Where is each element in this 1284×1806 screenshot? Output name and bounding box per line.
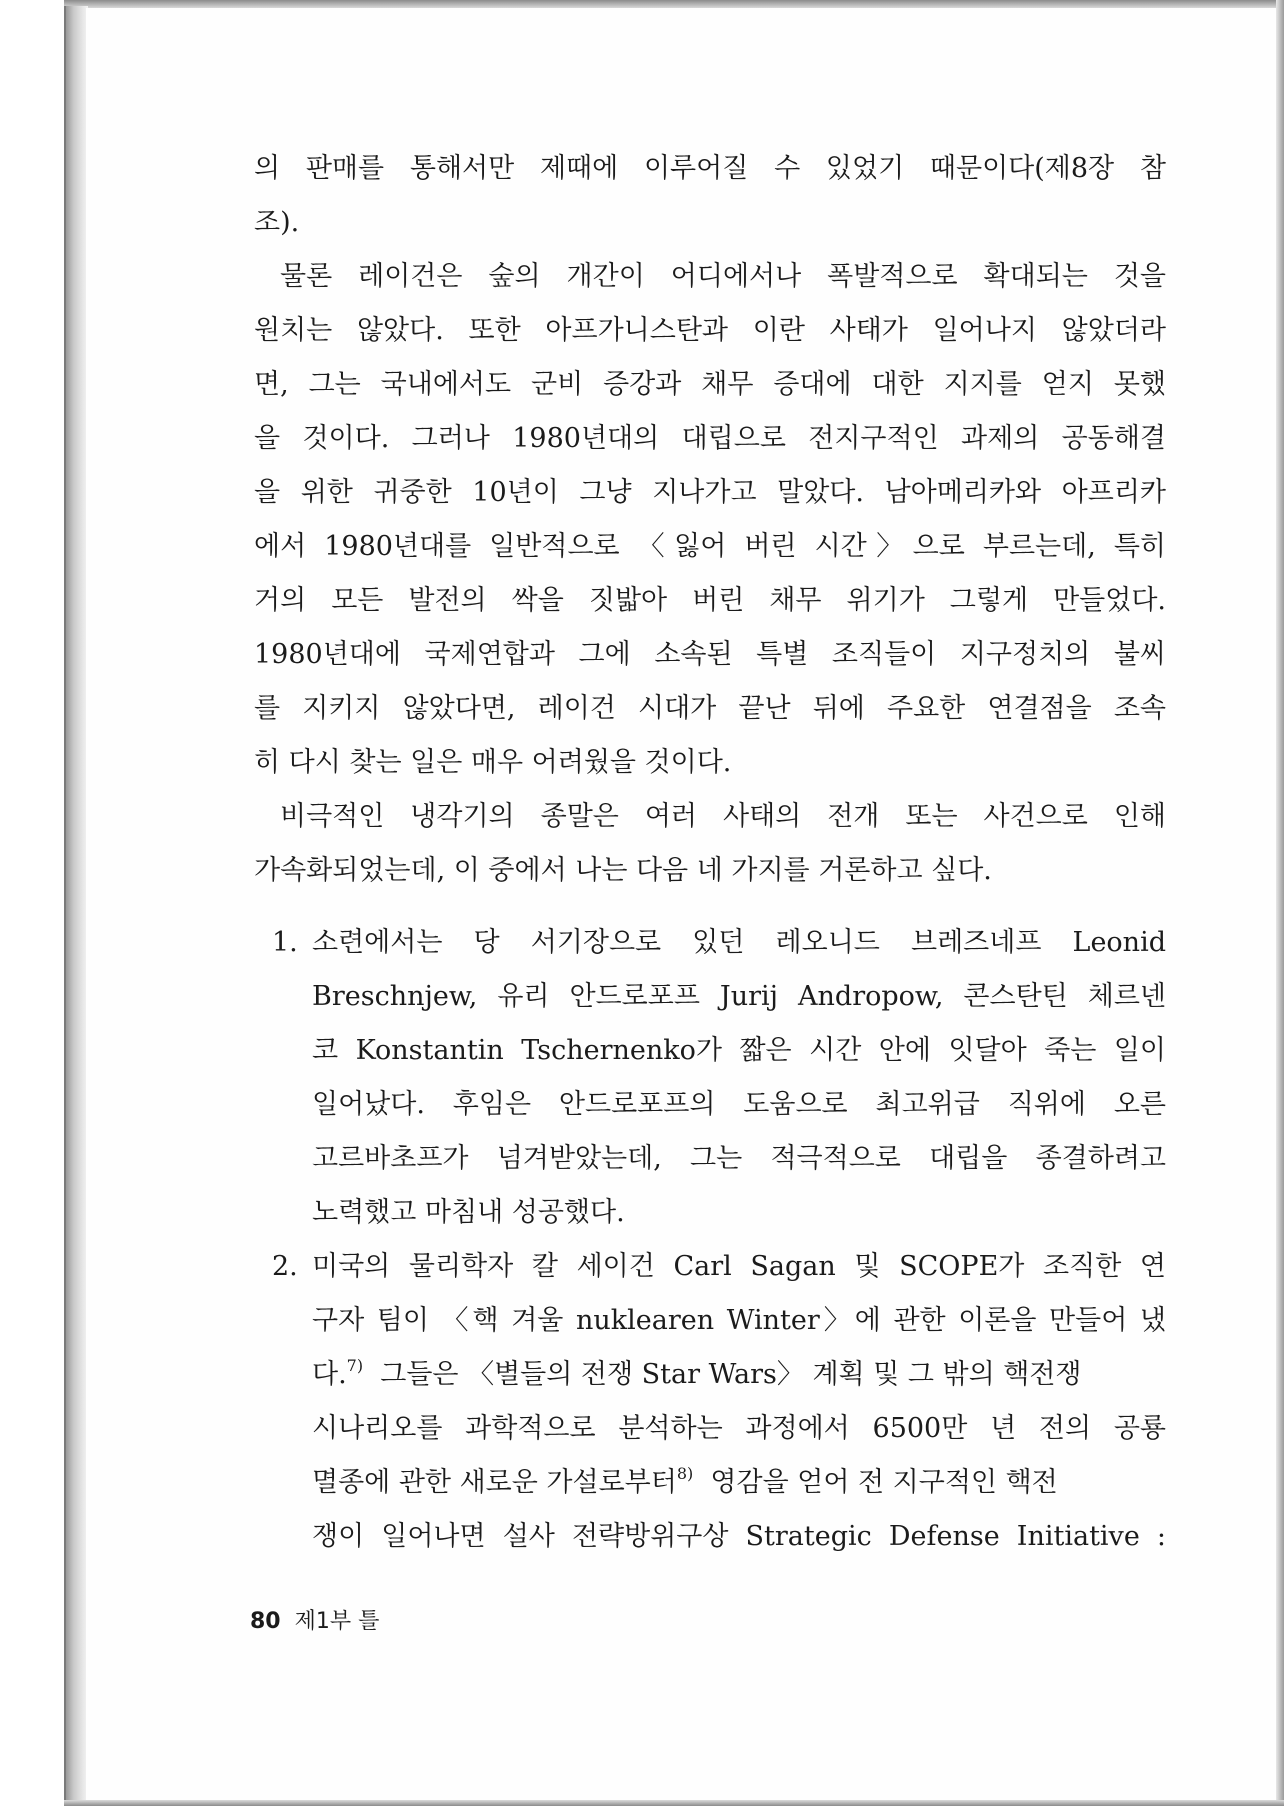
paragraph-cold-war-end [254,790,1166,898]
text-line: 고르바초프가 넘겨받았는데, 그는 적극적으로 대립을 종결하려고 [312,1143,1166,1174]
text-line: 물론 레이건은 숲의 개간이 어디에서나 폭발적으로 확대되는 것을 [280,261,1166,292]
text-line: 일어났다. 후임은 안드로포프의 도움으로 최고위급 직위에 오른 [312,1089,1166,1120]
text-segment: 영감을 얻어 전 지구적인 핵전 [710,1467,1058,1498]
text-line: Breschnjew, 유리 안드로포프 Jurij Andropow, 콘스탄틴 체르넨 [312,981,1166,1012]
text-line [312,1348,1166,1402]
text-line: 의 판매를 통해서만 제때에 이루어질 수 있었기 때문이다(제8장 참 [254,153,1166,184]
text-line: 구자 팀이 〈핵 겨울 nuklearen Winter〉에 관한 이론을 만들어 냈 [312,1305,1166,1336]
text-segment: 멸종에 관한 새로운 가설로부터 [312,1467,677,1498]
paragraph-reagan [254,250,1166,790]
text-line: 거의 모든 발전의 싹을 짓밟아 버린 채무 위기가 그렇게 만들었다. [254,585,1166,616]
text-line: 면, 그는 국내에서도 군비 증강과 채무 증대에 대한 지지를 얻지 못했 [254,369,1166,400]
text-segment: 다. [312,1359,347,1390]
text-segment: 그들은 〈별들의 전쟁 Star Wars〉 계획 및 그 밖의 핵전쟁 [380,1359,1082,1390]
text-line: 조). [254,207,300,238]
page-footer [250,1604,379,1635]
text-line: 코 Konstantin Tschernenko가 짧은 시간 안에 잇달아 죽는 일이 [312,1035,1166,1066]
text-line: 을 것이다. 그러나 1980년대의 대립으로 전지구적인 과제의 공동해결 [254,423,1166,454]
text-line: 를 지키지 않았다면, 레이건 시대가 끝난 뒤에 주요한 연결점을 조속 [254,693,1166,724]
text-line: 미국의 물리학자 칼 세이건 Carl Sagan 및 SCOPE가 조직한 연 [312,1251,1166,1282]
text-line: 가속화되었는데, 이 중에서 나는 다음 네 가지를 거론하고 싶다. [254,855,992,886]
page-edge-top [64,0,1284,8]
list-item-number: 1. [272,927,298,958]
page-number: 80 [250,1609,281,1634]
page-edge-right [1276,0,1284,1806]
text-line [312,1456,1166,1510]
body-text [254,142,1166,898]
text-line: 을 위한 귀중한 10년이 그냥 지나가고 말았다. 남아메리카와 아프리카 [254,477,1166,508]
text-line: 시나리오를 과학적으로 분석하는 과정에서 6500만 년 전의 공룡 [312,1413,1166,1444]
text-line: 노력했고 마침내 성공했다. [312,1197,625,1228]
paragraph-continuation [254,142,1166,250]
text-line: 에서 1980년대를 일반적으로 〈잃어 버린 시간〉으로 부르는데, 특히 [254,531,1166,562]
list-item [272,1240,1166,1564]
running-section-title: 제1부 틀 [294,1609,380,1634]
page-edge-bottom [64,1800,1284,1806]
text-line: 원치는 않았다. 또한 아프가니스탄과 이란 사태가 일어나지 않았더라 [254,315,1166,346]
text-line: 쟁이 일어나면 설사 전략방위구상 Strategic Defense Initiative : [312,1521,1166,1552]
list-item-number: 2. [272,1251,298,1282]
footnote-marker: 7) [346,1356,364,1375]
footnote-marker: 8) [676,1464,694,1483]
text-line: 1980년대에 국제연합과 그에 소속된 특별 조직들이 지구정치의 불씨 [254,639,1166,670]
list-item [272,916,1166,1240]
numbered-list [272,916,1166,1564]
page-edge-left [64,6,88,1802]
text-line: 비극적인 냉각기의 종말은 여러 사태의 전개 또는 사건으로 인해 [280,801,1166,832]
text-line: 소련에서는 당 서기장으로 있던 레오니드 브레즈네프 Leonid [312,927,1166,958]
text-line: 히 다시 찾는 일은 매우 어려웠을 것이다. [254,747,732,778]
